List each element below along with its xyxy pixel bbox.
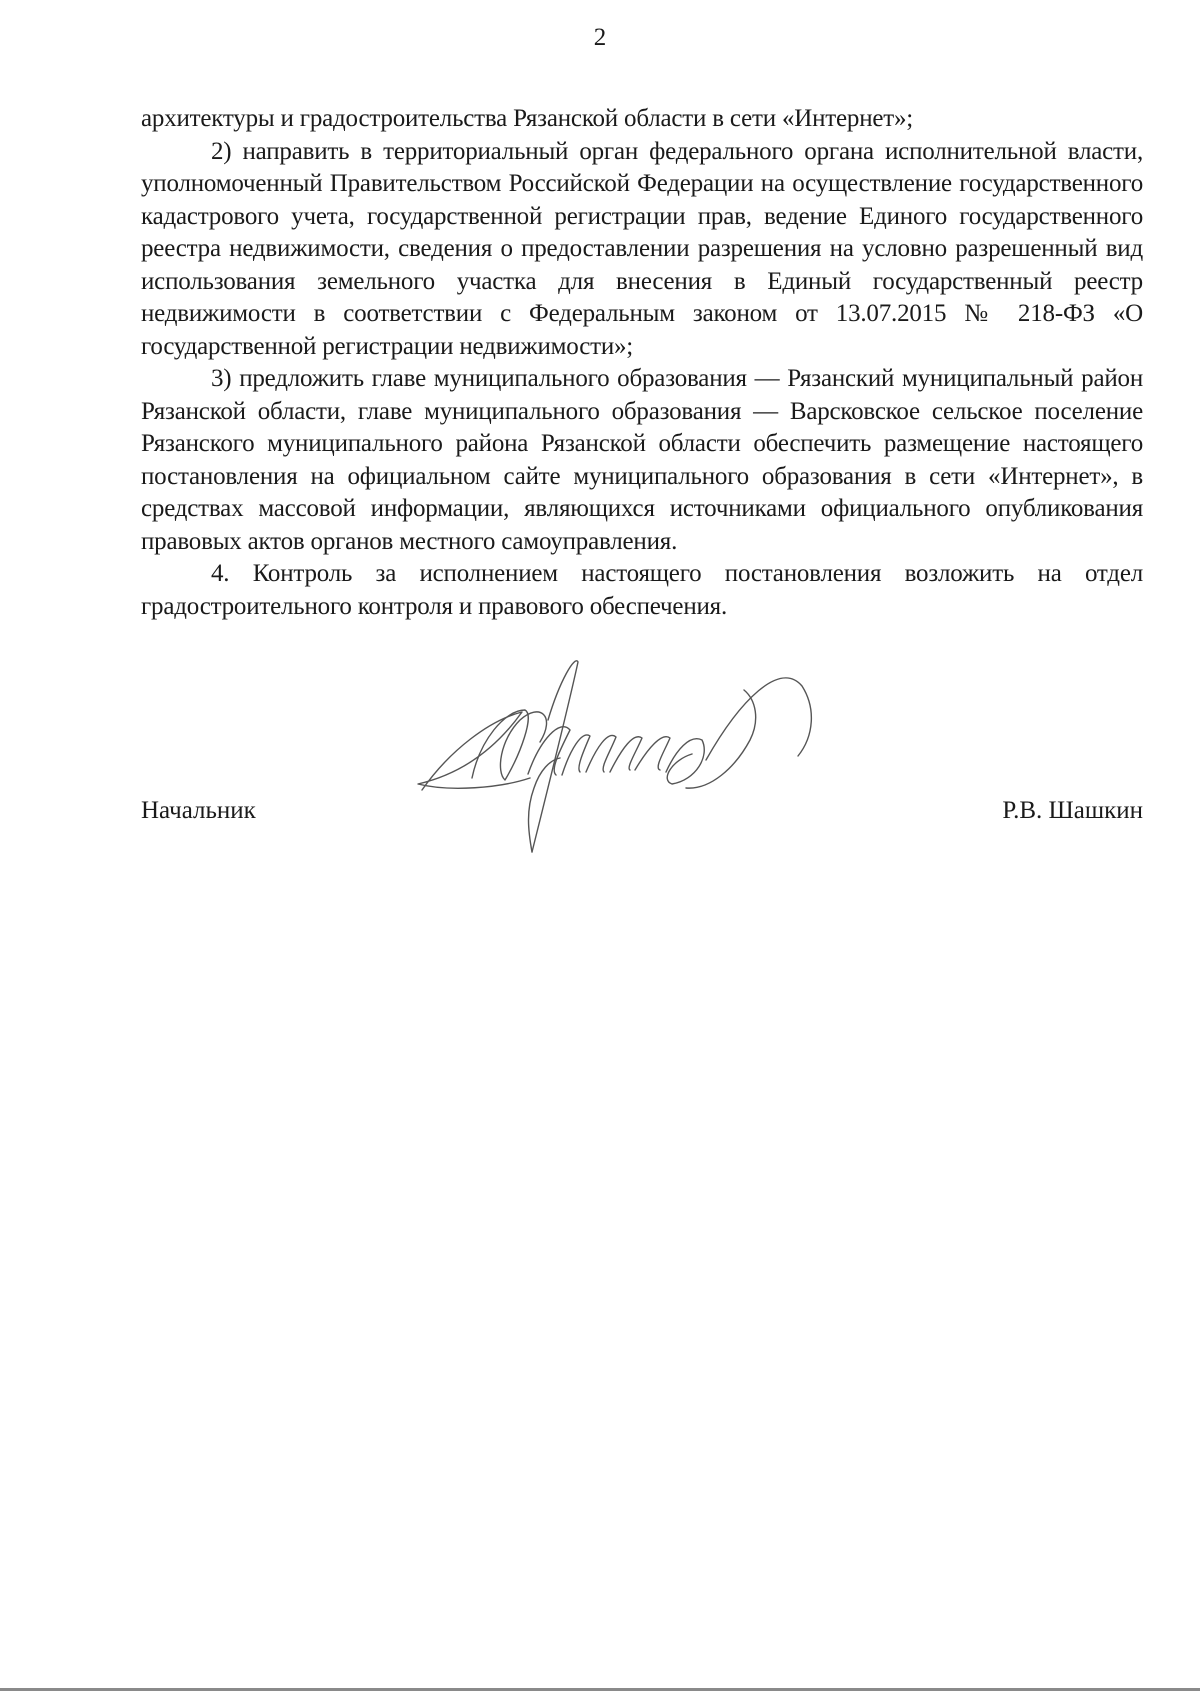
paragraph-item-3: 3) предложить главе муниципального образования — Рязанский муниципальный район Рязанской области, главе муниципального образования — Варсковское сельское поселение Рязанского муниципального района Рязанской области обеспечить размещение настоящего постановления на официальном сайте муниципального образования в сети «Интернет», в средствах массовой информации, являющихся источниками официального опубликования правовых актов органов местного самоуправления. <box>141 365 1143 555</box>
bottom-edge-line <box>0 1688 1200 1691</box>
page-number: 2 <box>593 24 607 51</box>
document-body <box>141 103 1143 623</box>
handwritten-signature <box>410 660 880 920</box>
signer-position: Начальник <box>141 797 256 824</box>
paragraph-item-4: 4. Контроль за исполнением настоящего постановления возложить на отдел градостроительного контроля и правового обеспечения. <box>141 560 1143 620</box>
paragraph-continuation: архитектуры и градостроительства Рязанской области в сети «Интернет»; <box>141 105 914 132</box>
signer-name: Р.В. Шашкин <box>1002 797 1143 824</box>
paragraph-item-2: 2) направить в территориальный орган федерального органа исполнительной власти, уполномоченный Правительством Российской Федерации на осуществление государственного кадастрового учета, государственной регистрации прав, ведение Единого государственного реестра недвижимости, сведения о предоставлении разрешения на условно разрешенный вид использования земельного участка для внесения в Единый государственный реестр недвижимости в соответствии с Федеральным законом от 13.07.2015 № 218-ФЗ «О государственной регистрации недвижимости»; <box>141 137 1143 360</box>
